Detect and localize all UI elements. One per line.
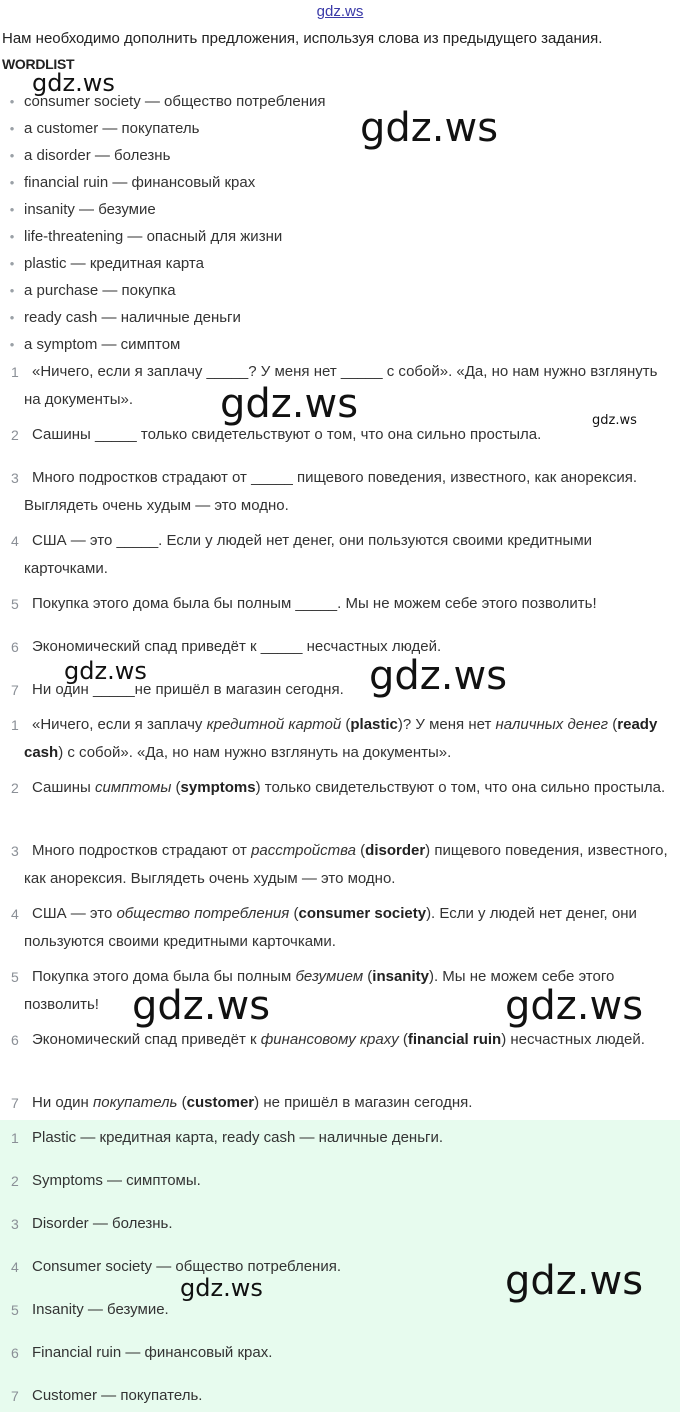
translated-term: финансовому краху [260,1031,399,1048]
answer-text: Consumer society — общество потребления. [32,1258,341,1275]
sentence-fragment: США — это [32,905,117,922]
exercise-item [0,464,676,520]
sentence-fragment: ( [355,842,366,859]
translated-term: безумием [295,968,364,985]
item-number: 4 [11,906,19,922]
translation-text [0,774,676,802]
wordlist-item: • a purchase — покупка [0,277,326,304]
watermark: gdz.ws [369,653,508,699]
answer-term: disorder [365,842,426,859]
intro-text: Нам необходимо дополнить предложения, используя слова из предыдущего задания. [2,30,603,47]
item-number: 3 [11,470,19,486]
item-number: 1 [11,717,19,733]
answer-text: Plastic — кредитная карта, ready cash — наличные деньги. [32,1129,444,1146]
sentence-fragment: ). Если у людей нет денег, они пользуются своими кредитными карточками. [24,905,637,950]
watermark: gdz.ws [64,657,147,685]
wordlist-item: • financial ruin — финансовый крах [0,169,326,196]
translation-item [0,1026,676,1054]
translated-term: симптомы [95,779,172,796]
item-number: 1 [11,1130,19,1146]
translation-item [0,774,676,802]
translation-text [0,1089,676,1117]
exercise-item [0,527,676,583]
answer-text: Symptoms — симптомы. [32,1172,201,1189]
translation-item [0,900,676,956]
bullet-icon: • [9,283,15,298]
sentence-fragment: ) пищевого поведения, известного, как анорексия. Выглядеть очень худым — это модно. [24,842,668,887]
bullet-icon: • [9,121,15,136]
sentence-fragment: Покупка этого дома была бы полным [32,968,296,985]
exercise-text: Ни один _____не пришёл в магазин сегодня. [32,681,344,698]
answer-text: Disorder — болезнь. [32,1215,173,1232]
item-number: 7 [11,1388,19,1404]
exercise-text: «Ничего, если я заплачу _____? У меня нет _____ с собой». «Да, но нам нужно взглянуть на документы». [24,363,658,408]
watermark: gdz.ws [220,381,359,427]
answer-term: customer [186,1094,255,1111]
sentence-fragment: ( [289,905,299,922]
answer-term: plastic [350,716,398,733]
bullet-icon: • [9,175,15,190]
answer-term: symptoms [180,779,256,796]
translated-term: расстройства [251,842,356,859]
item-number: 4 [11,533,19,549]
wordlist-item: • life-threatening — опасный для жизни [0,223,326,250]
wordlist-item: • insanity — безумие [0,196,326,223]
translation-text [0,837,676,893]
exercise-text: Сашины _____ только свидетельствуют о том, что она сильно простыла. [32,426,542,443]
wordlist-item: • ready cash — наличные деньги [0,304,326,331]
item-number: 4 [11,1259,19,1275]
bullet-icon: • [9,202,15,217]
item-number: 5 [11,969,19,985]
bullet-icon: • [9,229,15,244]
wordlist-item: • a disorder — болезнь [0,142,326,169]
sentence-fragment: ( [177,1094,187,1111]
sentence-fragment: ) не пришёл в магазин сегодня. [254,1094,473,1111]
exercise-text: США — это _____. Если у людей нет денег, они пользуются своими кредитными карточками. [24,532,593,577]
wordlist-item: • a symptom — симптом [0,331,326,358]
answer-text: Insanity — безумие. [32,1301,169,1318]
exercise-item [0,590,676,618]
translation-text [0,1026,676,1054]
item-number: 2 [11,427,19,443]
item-number: 6 [11,1032,19,1048]
sentence-fragment: Много подростков страдают от [32,842,252,859]
sentence-fragment: Ни один [32,1094,93,1111]
sentence-fragment: ( [608,716,618,733]
wordlist-title: WORDLIST [2,56,75,72]
item-number: 5 [11,1302,19,1318]
wordlist-item: • consumer society — общество потребления [0,88,326,115]
watermark: gdz.ws [505,1258,644,1304]
translation-item [0,1089,676,1117]
bullet-icon: • [9,310,15,325]
item-number: 2 [11,1173,19,1189]
translated-term: покупатель [92,1094,178,1111]
item-number: 3 [11,843,19,859]
exercise-text: Экономический спад приведёт к _____ несчастных людей. [32,638,442,655]
item-number: 3 [11,1216,19,1232]
watermark: gdz.ws [32,69,115,97]
sentence-fragment: ) с собой». «Да, но нам нужно взглянуть на документы». [58,744,452,761]
item-number: 2 [11,780,19,796]
bullet-icon: • [9,337,15,352]
watermark: gdz.ws [132,983,271,1029]
translated-term: наличных денег [495,716,609,733]
item-number: 5 [11,596,19,612]
item-number: 7 [11,1095,19,1111]
watermark: gdz.ws [180,1274,263,1302]
sentence-fragment: ) несчастных людей. [501,1031,645,1048]
watermark: gdz.ws [592,413,637,428]
answer-term: ready cash [24,716,658,761]
translation-text [0,711,676,767]
sentence-fragment: ( [398,1031,408,1048]
item-number: 6 [11,639,19,655]
sentence-fragment: ( [171,779,181,796]
item-number: 6 [11,1345,19,1361]
exercise-text: Много подростков страдают от _____ пищевого поведения, известного, как анорексия. Выглядеть очень худым — это модно. [24,469,637,514]
translation-text [0,900,676,956]
answer-term: insanity [372,968,429,985]
bullet-icon: • [9,94,15,109]
wordlist [0,88,326,358]
exercise-text: Покупка этого дома была бы полным _____. Мы не можем себе этого позволить! [32,595,597,612]
sentence-fragment: ) только свидетельствуют о том, что она сильно простыла. [255,779,666,796]
sentence-fragment: «Ничего, если я заплачу [32,716,207,733]
sentence-fragment: )? У меня нет [397,716,496,733]
answer-term: financial ruin [407,1031,502,1048]
translated-term: кредитной картой [206,716,342,733]
translated-term: общество потребления [116,905,290,922]
translation-item [0,837,676,893]
answer-text: Customer — покупатель. [32,1387,203,1404]
wordlist-item: • a customer — покупатель [0,115,326,142]
sentence-fragment: ). Мы не можем себе этого позволить! [24,968,615,1013]
sentence-fragment: ( [363,968,373,985]
watermark: gdz.ws [360,105,499,151]
bullet-icon: • [9,256,15,271]
translation-item [0,711,676,767]
answer-term: consumer society [298,905,427,922]
answer-text: Financial ruin — финансовый крах. [32,1344,273,1361]
bullet-icon: • [9,148,15,163]
sentence-fragment: ( [341,716,351,733]
watermark: gdz.ws [505,983,644,1029]
sentence-fragment: Экономический спад приведёт к [32,1031,261,1048]
site-link[interactable]: gdz.ws [316,3,364,20]
sentence-fragment: Сашины [32,779,95,796]
item-number: 1 [11,364,19,380]
item-number: 7 [11,682,19,698]
wordlist-item: • plastic — кредитная карта [0,250,326,277]
